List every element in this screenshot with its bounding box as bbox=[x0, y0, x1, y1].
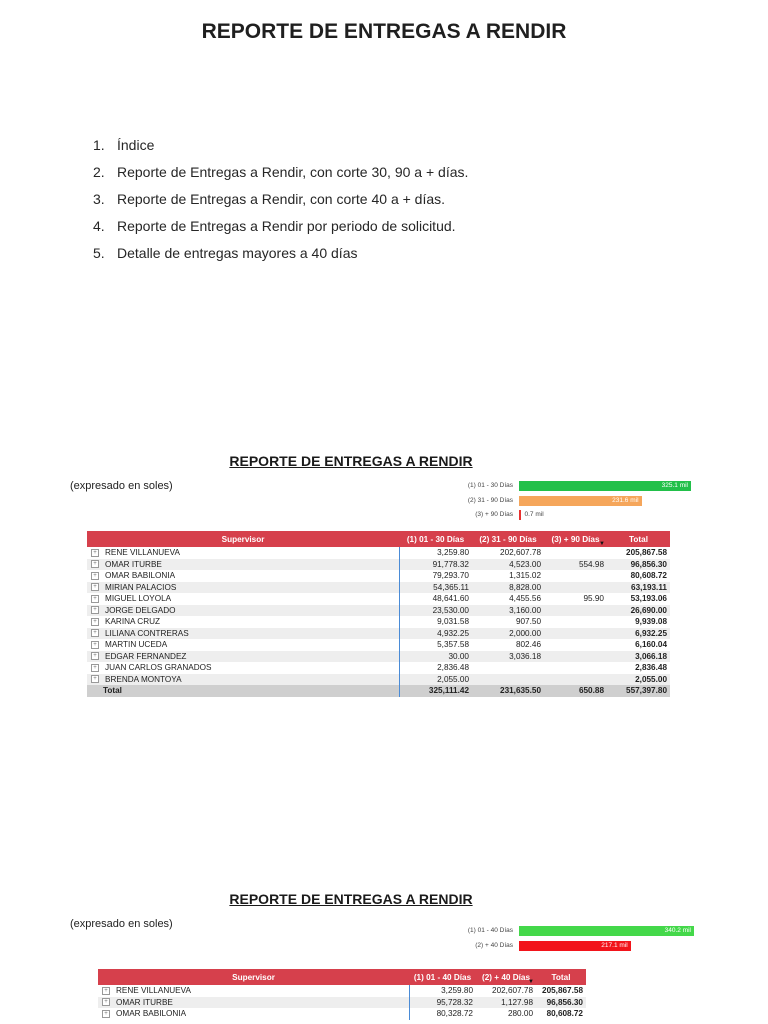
column-header[interactable]: Total bbox=[607, 531, 670, 547]
cell-text: 4,455.56 bbox=[509, 594, 541, 603]
cell-text: KARINA CRUZ bbox=[105, 617, 161, 626]
table-row bbox=[87, 628, 670, 640]
cell-text: 54,365.11 bbox=[433, 582, 469, 592]
cell-text: OMAR BABILONIA bbox=[105, 571, 176, 580]
cell-text: 4,932.25 bbox=[437, 628, 469, 638]
value-cell bbox=[472, 547, 544, 559]
table-row bbox=[87, 547, 670, 559]
cell-text: 5,357.58 bbox=[437, 640, 469, 649]
cell-text: 96,856.30 bbox=[546, 997, 583, 1007]
report1-title: REPORTE DE ENTREGAS A RENDIR bbox=[229, 453, 473, 469]
cell-text: 8,828.00 bbox=[509, 582, 541, 592]
sort-desc-icon[interactable]: ▼ bbox=[599, 541, 605, 547]
value-cell bbox=[544, 559, 607, 571]
value-cell bbox=[544, 628, 607, 640]
cell-text: 3,036.18 bbox=[509, 651, 541, 661]
table-row bbox=[87, 616, 670, 628]
value-cell bbox=[472, 570, 544, 582]
cell-text: 231,635.50 bbox=[500, 686, 541, 695]
value-cell bbox=[536, 1008, 586, 1020]
cell-text: 9,031.58 bbox=[437, 617, 469, 626]
cell-text: 2,055.00 bbox=[437, 674, 469, 684]
cell-text: 202,607.78 bbox=[492, 986, 533, 995]
value-cell bbox=[399, 559, 472, 571]
supervisor-cell bbox=[98, 985, 409, 997]
value-cell bbox=[472, 639, 544, 651]
cell-text: 280.00 bbox=[507, 1009, 533, 1018]
table-row bbox=[87, 593, 670, 605]
value-cell bbox=[472, 674, 544, 686]
cell-text: MIRIAN PALACIOS bbox=[105, 582, 177, 592]
cell-text: 907.50 bbox=[515, 617, 541, 626]
legend-row bbox=[399, 481, 519, 491]
expand-icon[interactable]: + bbox=[91, 606, 99, 614]
table-row bbox=[87, 651, 670, 663]
value-cell bbox=[607, 628, 670, 640]
column-header[interactable]: (1) 01 - 30 Días bbox=[399, 531, 472, 547]
cell-text: 63,193.11 bbox=[631, 582, 667, 592]
cell-text: 2,000.00 bbox=[509, 628, 541, 638]
expand-icon[interactable]: + bbox=[91, 572, 99, 580]
supervisor-cell bbox=[87, 582, 399, 594]
expand-icon[interactable]: + bbox=[91, 595, 99, 603]
toc-item-text: Reporte de Entregas a Rendir por periodo de solicitud. bbox=[117, 218, 456, 234]
legend-label: (3) + 90 Días bbox=[475, 511, 513, 518]
toc-item-text: Índice bbox=[117, 137, 155, 153]
document-title: REPORTE DE ENTREGAS A RENDIR bbox=[201, 20, 567, 43]
table-row bbox=[98, 985, 586, 997]
cell-text: RENE VILLANUEVA bbox=[105, 548, 180, 557]
total-value-cell bbox=[544, 685, 607, 697]
value-cell bbox=[472, 651, 544, 663]
value-cell bbox=[476, 985, 536, 997]
expand-icon[interactable]: + bbox=[91, 629, 99, 637]
supervisor-cell bbox=[87, 662, 399, 674]
column-header[interactable]: (3) + 90 Días ▼ bbox=[544, 531, 607, 547]
value-cell bbox=[472, 582, 544, 594]
value-cell bbox=[399, 570, 472, 582]
cell-text: JORGE DELGADO bbox=[105, 605, 176, 615]
cell-text: 557,397.80 bbox=[626, 686, 667, 695]
bar-value-label: 217.1 mil bbox=[601, 941, 628, 949]
value-cell bbox=[544, 593, 607, 605]
toc-item bbox=[93, 217, 468, 244]
column-header[interactable]: (2) + 40 Días ▼ bbox=[476, 969, 536, 985]
cell-text: 95.90 bbox=[583, 594, 604, 603]
cell-text: BRENDA MONTOYA bbox=[105, 674, 182, 684]
legend-label: (1) 01 - 40 Días bbox=[467, 927, 513, 934]
supervisor-cell bbox=[87, 570, 399, 582]
table-row bbox=[87, 605, 670, 617]
expand-icon[interactable]: + bbox=[91, 549, 99, 557]
bar-value-label: 231.6 mil bbox=[612, 496, 639, 504]
cell-text: LILIANA CONTRERAS bbox=[105, 628, 189, 638]
legend-label: (2) + 40 Días bbox=[475, 941, 513, 949]
cell-text: 80,328.72 bbox=[436, 1009, 473, 1018]
value-cell bbox=[607, 674, 670, 686]
toc-item-number: 3. bbox=[93, 191, 105, 207]
column-header[interactable]: (1) 01 - 40 Días bbox=[409, 969, 476, 985]
cell-text: 6,932.25 bbox=[635, 628, 667, 638]
cell-text: 48,641.60 bbox=[432, 594, 469, 603]
cell-text: 554.98 bbox=[578, 559, 604, 569]
value-cell bbox=[607, 559, 670, 571]
value-cell bbox=[472, 616, 544, 628]
value-cell bbox=[607, 582, 670, 594]
total-label-cell bbox=[87, 685, 399, 697]
cell-text: 23,530.00 bbox=[432, 605, 469, 615]
cell-text: 205,867.58 bbox=[542, 986, 583, 995]
value-cell bbox=[399, 605, 472, 617]
value-cell bbox=[544, 639, 607, 651]
toc-item bbox=[93, 136, 468, 163]
expand-icon[interactable]: + bbox=[91, 675, 99, 683]
cell-text: OMAR ITURBE bbox=[116, 997, 173, 1007]
value-cell bbox=[607, 662, 670, 674]
cell-text: RENE VILLANUEVA bbox=[116, 986, 191, 995]
expand-icon[interactable]: + bbox=[91, 664, 99, 672]
value-cell bbox=[607, 605, 670, 617]
cell-text: 2,836.48 bbox=[437, 663, 469, 672]
table-row bbox=[98, 1008, 586, 1020]
total-value-cell bbox=[607, 685, 670, 697]
cell-text: EDGAR FERNANDEZ bbox=[105, 651, 187, 661]
table-total-row bbox=[87, 685, 670, 697]
table-row bbox=[87, 582, 670, 594]
toc-item bbox=[93, 163, 468, 190]
value-cell bbox=[399, 593, 472, 605]
supervisor-cell bbox=[87, 547, 399, 559]
total-value-cell bbox=[399, 685, 472, 697]
report2-title: REPORTE DE ENTREGAS A RENDIR bbox=[229, 891, 473, 907]
value-cell bbox=[607, 651, 670, 663]
supervisor-cell bbox=[87, 593, 399, 605]
column-header[interactable]: Total bbox=[536, 969, 586, 985]
cell-text: 202,607.78 bbox=[500, 548, 541, 557]
cell-text: Total bbox=[103, 686, 122, 695]
toc-item bbox=[93, 244, 468, 271]
expand-icon[interactable]: + bbox=[102, 998, 110, 1006]
value-cell bbox=[399, 582, 472, 594]
cell-text: OMAR BABILONIA bbox=[116, 1009, 187, 1018]
table-row bbox=[87, 570, 670, 582]
legend-row bbox=[399, 926, 519, 936]
value-cell bbox=[476, 1008, 536, 1020]
expand-icon[interactable]: + bbox=[91, 652, 99, 660]
expand-icon[interactable]: + bbox=[102, 987, 110, 995]
value-cell bbox=[607, 593, 670, 605]
value-cell bbox=[409, 985, 476, 997]
value-cell bbox=[409, 997, 476, 1009]
value-cell bbox=[472, 593, 544, 605]
bar-value-label: 0.7 mil bbox=[524, 511, 544, 518]
value-cell bbox=[409, 1008, 476, 1020]
cell-text: 96,856.30 bbox=[630, 559, 667, 569]
value-cell bbox=[399, 616, 472, 628]
bar-value-label: 325.1 mil bbox=[661, 482, 688, 489]
value-cell bbox=[607, 639, 670, 651]
value-cell bbox=[472, 628, 544, 640]
cell-text: 30.00 bbox=[448, 651, 469, 661]
value-cell bbox=[536, 997, 586, 1009]
value-cell bbox=[472, 662, 544, 674]
value-cell bbox=[544, 651, 607, 663]
table-row bbox=[87, 559, 670, 571]
cell-text: 95,728.32 bbox=[436, 997, 473, 1007]
supervisor-cell bbox=[87, 639, 399, 651]
cell-text: 80,608.72 bbox=[546, 1009, 583, 1018]
table-row bbox=[87, 662, 670, 674]
value-cell bbox=[544, 616, 607, 628]
legend-row bbox=[399, 941, 519, 951]
value-cell bbox=[544, 570, 607, 582]
total-value-cell bbox=[472, 685, 544, 697]
expand-icon[interactable]: + bbox=[102, 1010, 110, 1018]
value-cell bbox=[399, 662, 472, 674]
supervisor-cell bbox=[98, 1008, 409, 1020]
column-header-supervisor: Supervisor bbox=[98, 969, 409, 985]
cell-text: 3,259.80 bbox=[441, 986, 473, 995]
toc-item-number: 1. bbox=[93, 137, 105, 153]
legend-row bbox=[399, 496, 519, 506]
cell-text: OMAR ITURBE bbox=[105, 559, 162, 569]
supervisor-cell bbox=[87, 628, 399, 640]
table-of-contents bbox=[93, 136, 468, 271]
value-cell bbox=[544, 605, 607, 617]
value-cell bbox=[544, 582, 607, 594]
value-cell bbox=[544, 674, 607, 686]
legend-row bbox=[399, 510, 519, 520]
bar-value-label: 340.2 mil bbox=[664, 927, 691, 934]
table-row bbox=[87, 674, 670, 686]
toc-item-number: 2. bbox=[93, 164, 105, 180]
cell-text: 2,836.48 bbox=[635, 663, 667, 672]
report2-subtitle: (expresado en soles) bbox=[70, 918, 173, 930]
cell-text: 2,055.00 bbox=[635, 674, 667, 684]
expand-icon[interactable]: + bbox=[91, 583, 99, 591]
column-header-supervisor: Supervisor bbox=[87, 531, 399, 547]
value-cell bbox=[544, 662, 607, 674]
expand-icon[interactable]: + bbox=[91, 560, 99, 568]
toc-item bbox=[93, 190, 468, 217]
supervisor-cell bbox=[87, 674, 399, 686]
cell-text: 1,127.98 bbox=[501, 997, 533, 1007]
supervisor-cell bbox=[87, 605, 399, 617]
sort-desc-icon[interactable]: ▼ bbox=[528, 979, 534, 985]
cell-text: 205,867.58 bbox=[626, 548, 667, 557]
value-cell bbox=[607, 570, 670, 582]
supervisor-cell bbox=[98, 997, 409, 1009]
cell-text: MARTIN UCEDA bbox=[105, 640, 168, 649]
cell-text: JUAN CARLOS GRANADOS bbox=[105, 663, 212, 672]
cell-text: 650.88 bbox=[578, 686, 604, 695]
value-cell bbox=[536, 985, 586, 997]
cell-text: 6,160.04 bbox=[635, 640, 667, 649]
value-cell bbox=[399, 628, 472, 640]
report2-table bbox=[98, 969, 587, 1020]
supervisor-cell bbox=[87, 651, 399, 663]
cell-text: 53,193.06 bbox=[630, 594, 667, 603]
supervisor-cell bbox=[87, 559, 399, 571]
cell-text: 802.46 bbox=[515, 640, 541, 649]
cell-text: 1,315.02 bbox=[509, 571, 541, 580]
cell-text: 3,066.18 bbox=[635, 651, 667, 661]
value-cell bbox=[399, 674, 472, 686]
expand-icon[interactable]: + bbox=[91, 641, 99, 649]
cell-text: 4,523.00 bbox=[509, 559, 541, 569]
cell-text: 9,939.08 bbox=[635, 617, 667, 626]
value-cell bbox=[607, 547, 670, 559]
value-cell bbox=[476, 997, 536, 1009]
value-cell bbox=[472, 559, 544, 571]
bar bbox=[519, 510, 521, 520]
toc-item-text: Reporte de Entregas a Rendir, con corte 40 a + días. bbox=[117, 191, 446, 207]
value-cell bbox=[544, 547, 607, 559]
legend-label: (2) 31 - 90 Días bbox=[467, 496, 513, 504]
cell-text: 79,293.70 bbox=[432, 571, 469, 580]
toc-item-number: 4. bbox=[93, 218, 105, 234]
cell-text: 26,690.00 bbox=[630, 605, 667, 615]
toc-item-number: 5. bbox=[93, 245, 105, 261]
toc-item-text: Detalle de entregas mayores a 40 días bbox=[117, 245, 358, 261]
supervisor-cell bbox=[87, 616, 399, 628]
report1-table bbox=[87, 531, 670, 697]
value-cell bbox=[607, 616, 670, 628]
cell-text: 3,160.00 bbox=[509, 605, 541, 615]
legend-label: (1) 01 - 30 Días bbox=[467, 482, 513, 489]
value-cell bbox=[399, 639, 472, 651]
table-row bbox=[87, 639, 670, 651]
cell-text: 3,259.80 bbox=[437, 548, 469, 557]
value-cell bbox=[399, 547, 472, 559]
table-row bbox=[98, 997, 586, 1009]
cell-text: 325,111.42 bbox=[428, 686, 469, 695]
cell-text: 80,608.72 bbox=[630, 571, 667, 580]
value-cell bbox=[399, 651, 472, 663]
cell-text: MIGUEL LOYOLA bbox=[105, 594, 172, 603]
value-cell bbox=[472, 605, 544, 617]
report1-subtitle: (expresado en soles) bbox=[70, 480, 173, 492]
toc-item-text: Reporte de Entregas a Rendir, con corte 30, 90 a + días. bbox=[117, 164, 469, 180]
column-header[interactable]: (2) 31 - 90 Días bbox=[472, 531, 544, 547]
cell-text: 91,778.32 bbox=[432, 559, 469, 569]
expand-icon[interactable]: + bbox=[91, 618, 99, 626]
